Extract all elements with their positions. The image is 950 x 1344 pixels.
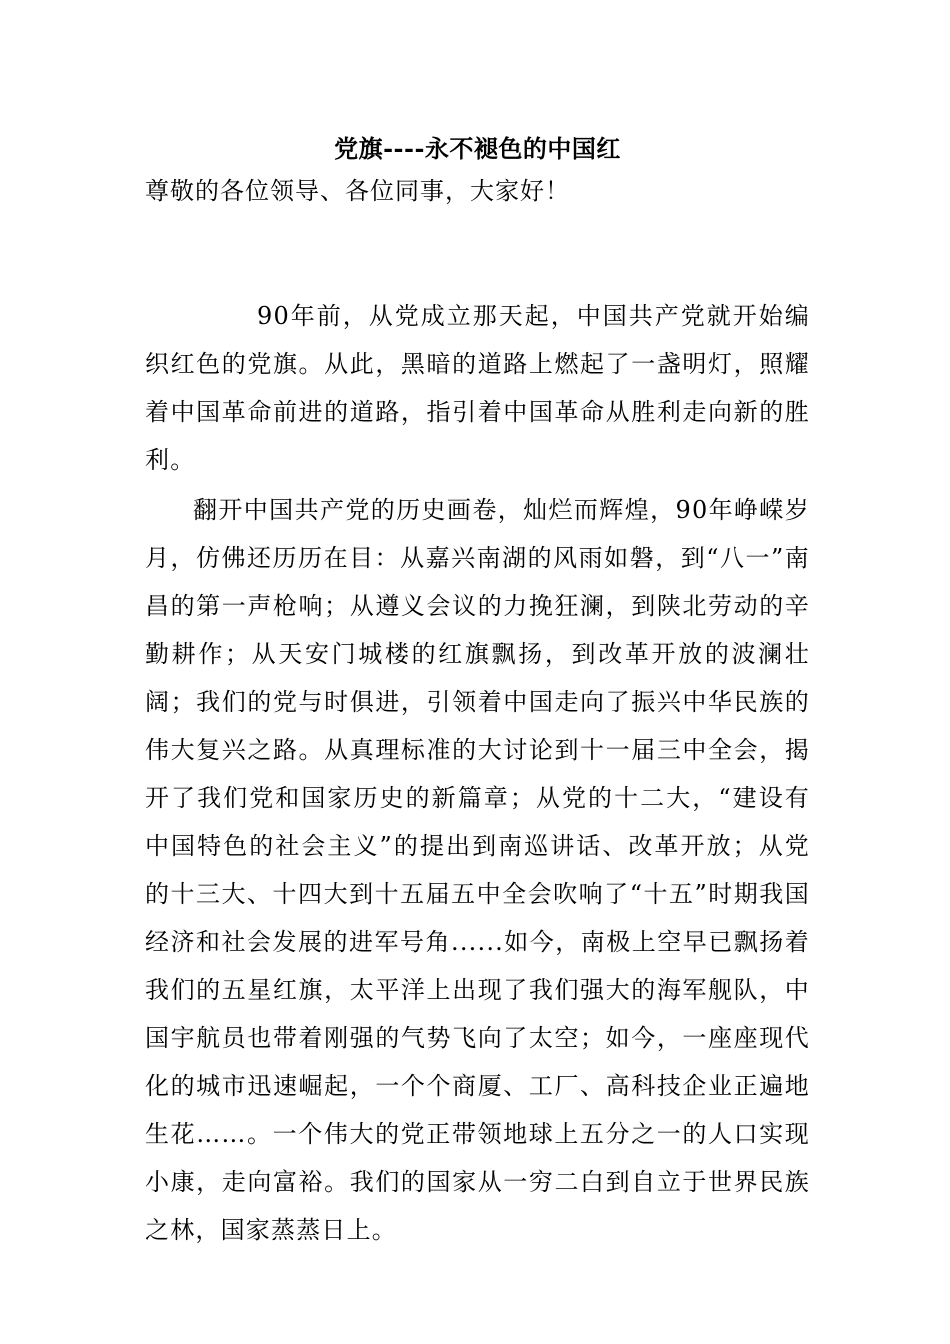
document-page: [145, 128, 810, 1254]
document-title: 党旗----永不褪色的中国红: [334, 134, 621, 163]
greeting-line: 尊敬的各位领导、各位同事，大家好！: [145, 177, 570, 205]
paragraph-1: 90年前，从党成立那天起，中国共产党就开始编织红色的党旗。从此，黑暗的道路上燃起了一盏明灯，照耀着中国革命前进的道路，指引着中国革命从胜利走向新的胜利。: [145, 302, 810, 474]
paragraph-2: 翻开中国共产党的历史画卷，灿烂而辉煌，90年峥嵘岁月，仿佛还历历在目：从嘉兴南湖的风雨如磐，到“八一”南昌的第一声枪响；从遵义会议的力挽狂澜，到陕北劳动的辛勤耕作；从天安门城楼的红旗飘扬，到改革开放的波澜壮阔；我们的党与时俱进，引领着中国走向了振兴中华民族的伟大复兴之路。从真理标准的大讨论到十一届三中全会，揭开了我们党和国家历史的新篇章；从党的十二大，“建设有中国特色的社会主义”的提出到南巡讲话、改革开放；从党的十三大、十四大到十五届五中全会吹响了“十五”时期我国经济和社会发展的进军号角......如今，南极上空早已飘扬着我们的五星红旗，太平洋上出现了我们强大的海军舰队，中国宇航员也带着刚强的气势飞向了太空；如今，一座座现代化的城市迅速崛起，一个个商厦、工厂、高科技企业正遍地生花……。一个伟大的党正带领地球上五分之一的人口实现小康，走向富裕。我们的国家从一穷二白到自立于世界民族之林，国家蒸蒸日上。: [145, 496, 810, 1244]
